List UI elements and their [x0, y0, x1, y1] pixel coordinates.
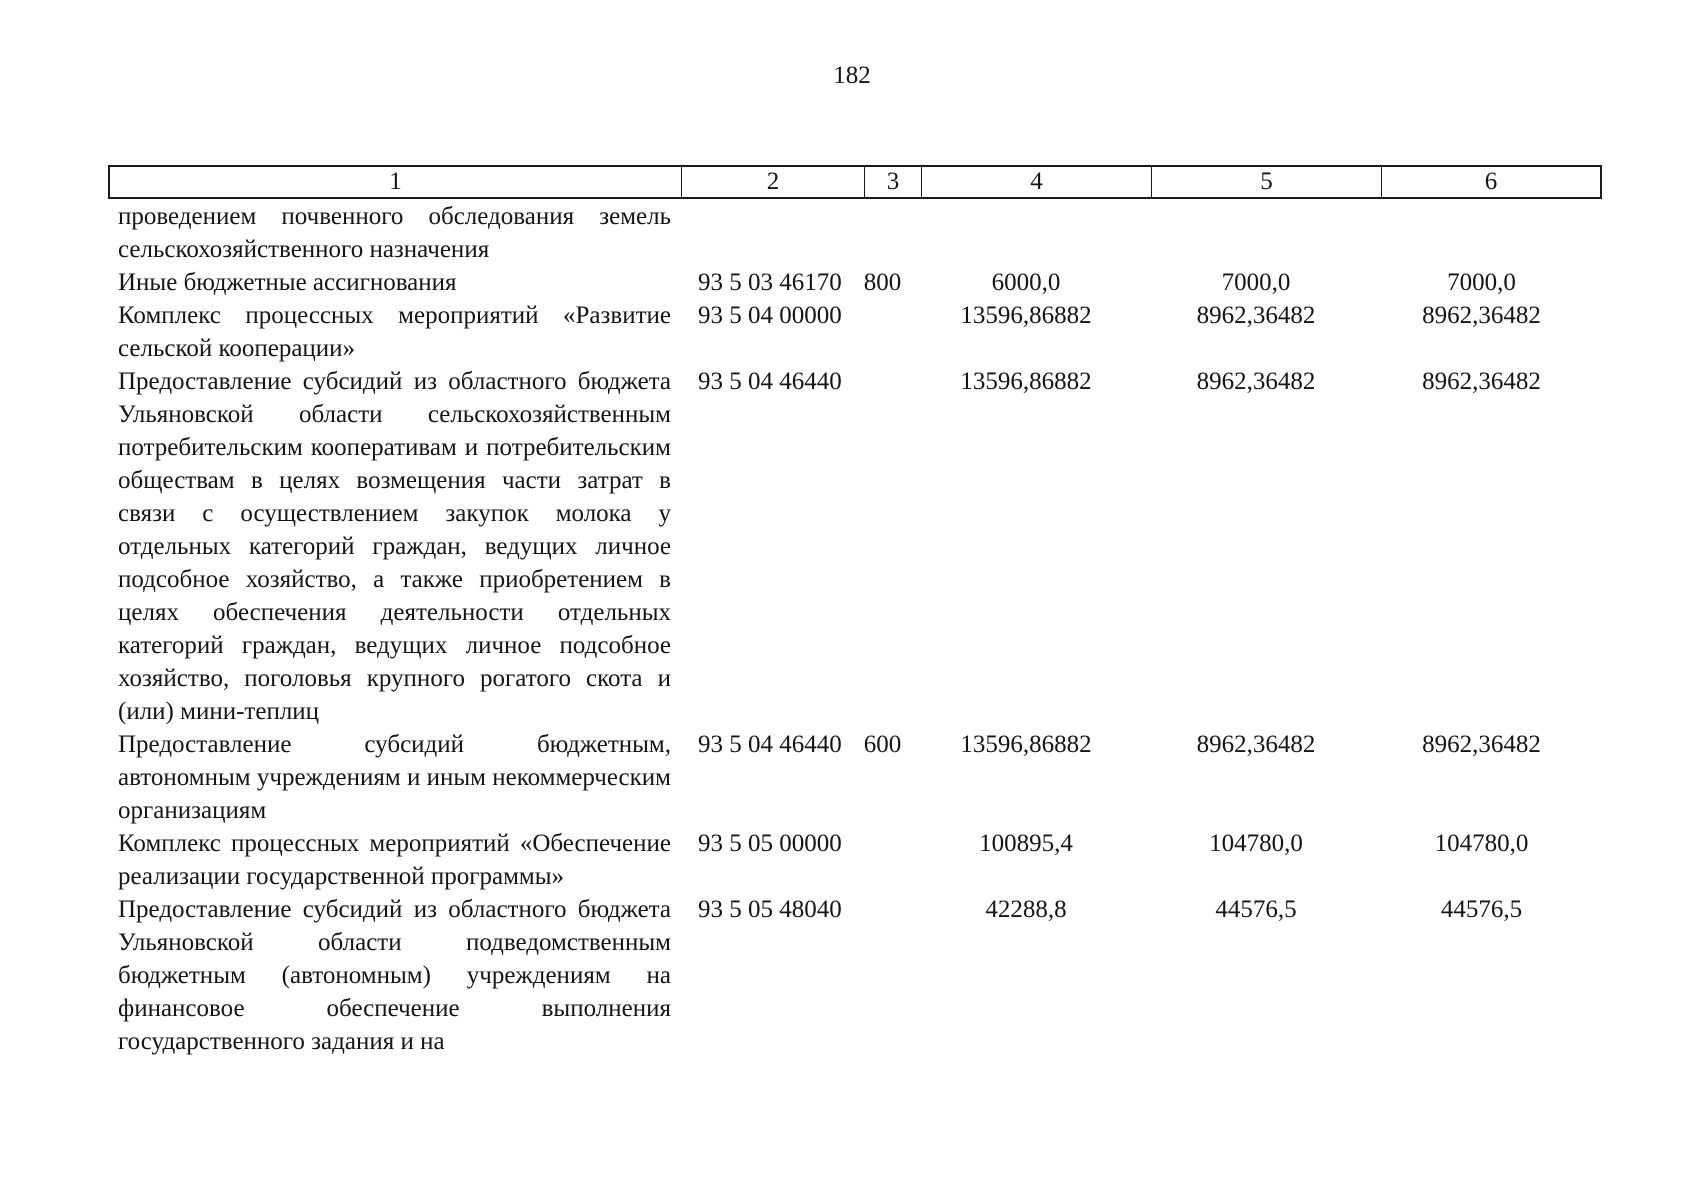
row-description: проведением почвенного обследования земель сельскохозяйственного назначения: [118, 203, 671, 263]
row-code: 93 5 05 00000: [698, 830, 842, 857]
table-row: [118, 200, 1602, 266]
table-row: [118, 827, 1602, 893]
row-value-4: 13596,86882: [960, 368, 1092, 395]
row-type: 600: [863, 731, 902, 758]
column-header-1: 1: [110, 167, 682, 197]
row-value-5: 8962,36482: [1196, 731, 1316, 758]
column-header-2: 2: [682, 167, 865, 197]
column-header-4: 4: [922, 167, 1152, 197]
row-value-5: 104780,0: [1209, 830, 1303, 857]
row-code: 93 5 05 48040: [698, 896, 842, 923]
row-type: [854, 365, 911, 728]
row-description: Предоставление субсидий из областного бюджета Ульяновской области сельскохозяйственным потребительским кооперативам и потребительским обществам в целях возмещения части затрат в связи с осуществлением закупок молока у отдельных категорий граждан, ведущих личное подсобное хозяйство, а также приобретением в целях обеспечения деятельности отдельных категорий граждан, ведущих личное подсобное хозяйство, поголовья крупного рогатого скота и (или) мини-теплиц: [118, 368, 671, 725]
row-value-5: 8962,36482: [1196, 368, 1316, 395]
row-type: 800: [863, 269, 902, 296]
row-value-6: 7000,0: [1447, 269, 1516, 296]
row-description: Комплекс процессных мероприятий «Обеспечение реализации государственной программы»: [118, 830, 671, 890]
row-value-6: 8962,36482: [1422, 731, 1541, 758]
column-header-3: 3: [865, 167, 922, 197]
row-value-5: 7000,0: [1221, 269, 1291, 296]
row-value-6: 8962,36482: [1422, 302, 1541, 329]
row-value-4: 13596,86882: [960, 731, 1092, 758]
row-value-4: 100895,4: [979, 830, 1073, 857]
row-type: [854, 827, 911, 893]
row-description: Предоставление субсидий бюджетным, автономным учреждениям и иным некоммерческим организациям: [118, 731, 671, 824]
table-row: [118, 299, 1602, 365]
row-value-6: 8962,36482: [1422, 368, 1541, 395]
row-description: Иные бюджетные ассигнования: [118, 269, 457, 296]
page-number: 182: [833, 62, 871, 89]
row-value-6: 44576,5: [1440, 896, 1523, 923]
row-value-4: 42288,8: [985, 896, 1067, 923]
row-description: Предоставление субсидий из областного бюджета Ульяновской области подведомственным бюджетным (автономным) учреждениям на финансовое обеспечение выполнения государственного задания и на: [118, 896, 671, 1055]
row-type: [854, 200, 911, 266]
row-type: [854, 299, 911, 365]
column-header-6: 6: [1484, 168, 1498, 195]
table-row: [118, 266, 1602, 299]
row-value-6: [1371, 200, 1592, 266]
row-code: 93 5 04 46440: [698, 731, 842, 758]
row-type: [854, 893, 911, 1058]
row-code: [671, 200, 854, 266]
table-row: [118, 893, 1602, 1058]
row-value-5: 44576,5: [1215, 896, 1297, 923]
table-body: [118, 200, 1602, 1058]
row-value-4: 6000,0: [991, 269, 1061, 296]
row-code: 93 5 04 00000: [698, 302, 842, 329]
row-code: 93 5 03 46170: [698, 269, 842, 296]
column-header-5: 5: [1152, 167, 1382, 197]
row-value-6: 104780,0: [1434, 830, 1529, 857]
row-value-4: [911, 200, 1141, 266]
table-header: [108, 165, 1602, 199]
row-value-5: [1141, 200, 1371, 266]
table-row: [118, 365, 1602, 728]
table-row: [118, 728, 1602, 827]
row-value-4: 13596,86882: [960, 302, 1092, 329]
row-value-5: 8962,36482: [1196, 302, 1316, 329]
row-code: 93 5 04 46440: [698, 368, 842, 395]
row-description: Комплекс процессных мероприятий «Развитие сельской кооперации»: [118, 302, 671, 362]
